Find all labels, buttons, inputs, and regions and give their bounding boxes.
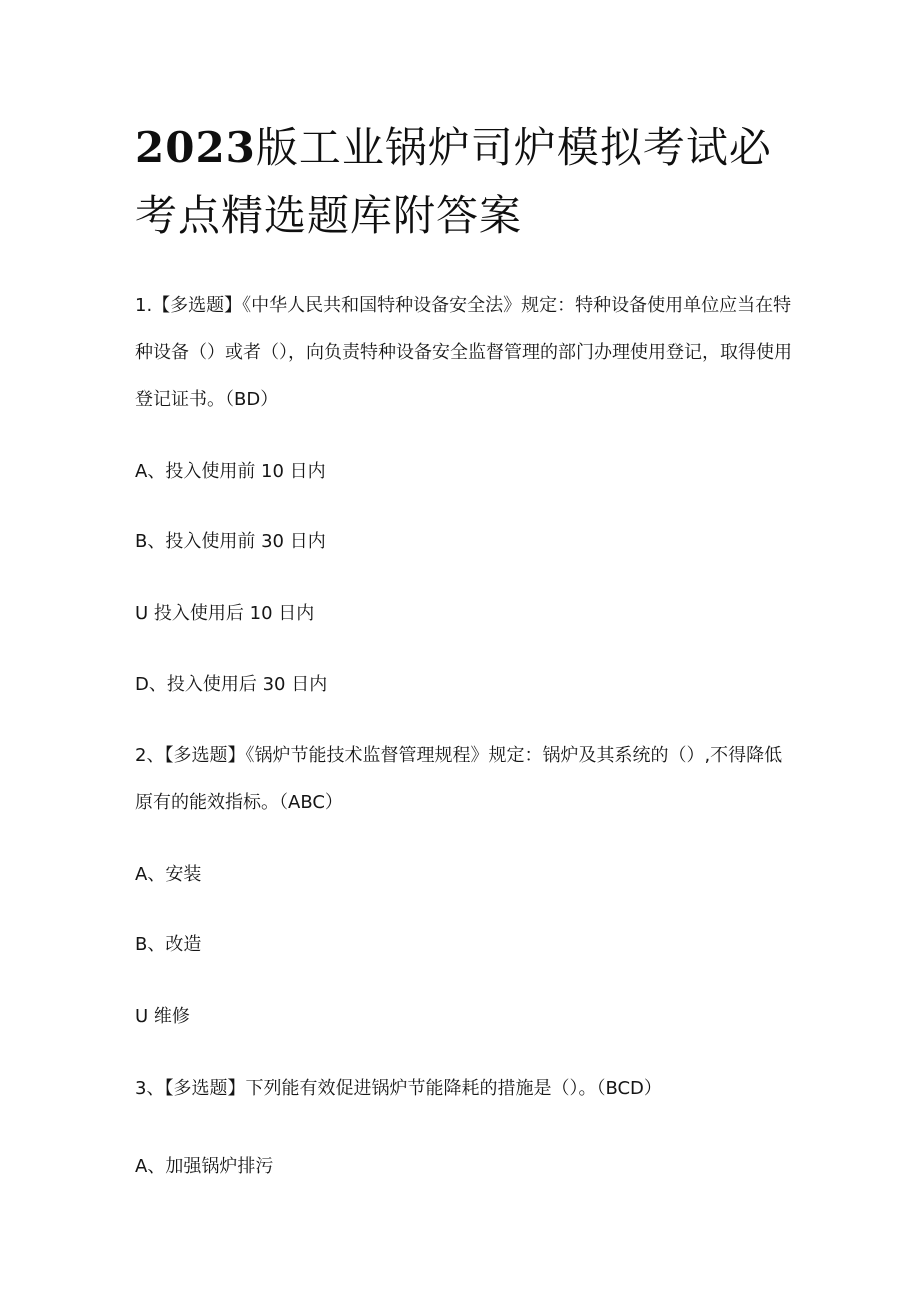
question-2-option-b: B、改造: [135, 934, 202, 955]
title-text: 版工业锅炉司炉模拟考试必考点精选题库附答案: [135, 123, 772, 240]
question-1-option-c: U 投入使用后 10 日内: [135, 603, 315, 624]
question-3-stem: 3、【多选题】下列能有效促进锅炉节能降耗的措施是（）。（BCD）: [135, 1078, 662, 1099]
question-1-option-a: A、投入使用前 10 日内: [135, 461, 326, 482]
question-3-option-a: A、加强锅炉排污: [135, 1156, 274, 1177]
question-2-option-c: U 维修: [135, 1006, 190, 1027]
question-2-stem: 2、【多选题】《锅炉节能技术监督管理规程》规定：锅炉及其系统的（）,不得降低原有的能效指标。（ABC）: [135, 745, 783, 813]
title-year: 2023: [135, 123, 256, 172]
document-title: [135, 114, 795, 250]
question-1-stem: 1.【多选题】《中华人民共和国特种设备安全法》规定：特种设备使用单位应当在特种设备（）或者（），向负责特种设备安全监督管理的部门办理使用登记，取得使用登记证书。（BD）: [135, 295, 792, 410]
question-1-option-b: B、投入使用前 30 日内: [135, 531, 326, 552]
question-2-option-a: A、安装: [135, 864, 202, 885]
question-1-option-d: D、投入使用后 30 日内: [135, 674, 328, 695]
